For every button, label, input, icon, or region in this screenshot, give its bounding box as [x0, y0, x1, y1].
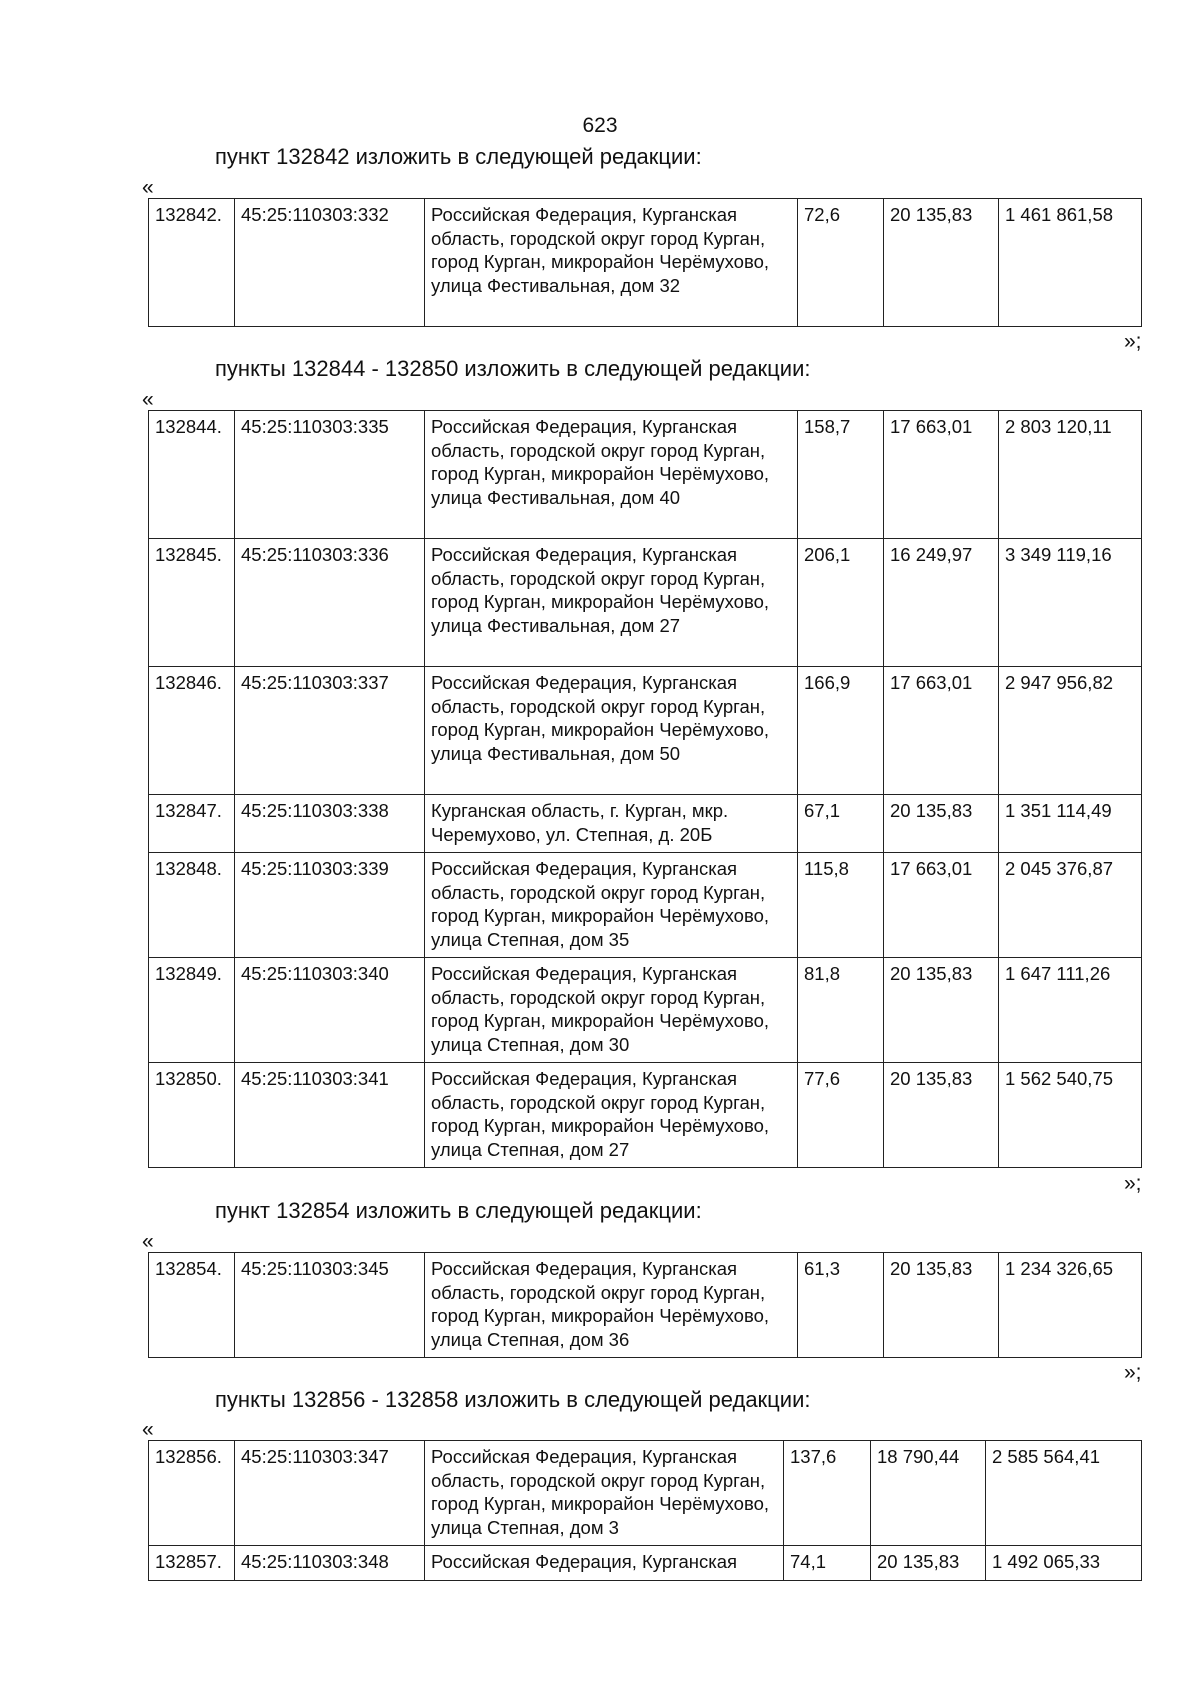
- address-cell: Российская Федерация, Курганская: [425, 1546, 784, 1581]
- value-cell: 1 492 065,33: [986, 1546, 1142, 1581]
- section-heading: пункт 132854 изложить в следующей редакции:: [215, 1198, 702, 1223]
- section-heading: пункты 132844 - 132850 изложить в следующей редакции:: [215, 356, 811, 381]
- value-cell: 1 647 111,26: [999, 958, 1142, 1063]
- value-cell: 2 947 956,82: [999, 667, 1142, 795]
- rate-cell: 20 135,83: [884, 1063, 999, 1168]
- section-heading: пункт 132842 изложить в следующей редакции:: [215, 144, 702, 169]
- rate-cell: 18 790,44: [871, 1441, 986, 1546]
- value-cell: 1 461 861,58: [999, 199, 1142, 327]
- address-cell: Российская Федерация, Курганская область, городской округ город Курган, город Курган, микрорайон Черёмухово, улица Степная, дом 36: [425, 1253, 798, 1358]
- table-row: [149, 667, 1142, 795]
- row-number-cell: 132857.: [149, 1546, 235, 1581]
- table-row: [149, 958, 1142, 1063]
- area-cell: 206,1: [798, 539, 884, 667]
- area-cell: 67,1: [798, 795, 884, 853]
- area-cell: 77,6: [798, 1063, 884, 1168]
- cadastral-number-cell: 45:25:110303:336: [235, 539, 425, 667]
- amendment-table: [148, 410, 1142, 1168]
- address-cell: Российская Федерация, Курганская область, городской округ город Курган, город Курган, микрорайон Черёмухово, улица Степная, дом 27: [425, 1063, 798, 1168]
- table-row: [149, 1253, 1142, 1358]
- amendment-table: [148, 1440, 1142, 1581]
- address-cell: Российская Федерация, Курганская область, городской округ город Курган, город Курган, микрорайон Черёмухово, улица Фестивальная, дом 40: [425, 411, 798, 539]
- rate-cell: 20 135,83: [884, 199, 999, 327]
- cadastral-number-cell: 45:25:110303:337: [235, 667, 425, 795]
- row-number-cell: 132848.: [149, 853, 235, 958]
- table-row: [149, 1441, 1142, 1546]
- table-row: [149, 199, 1142, 327]
- address-cell: Российская Федерация, Курганская область, городской округ город Курган, город Курган, микрорайон Черёмухово, улица Степная, дом 35: [425, 853, 798, 958]
- area-cell: 72,6: [798, 199, 884, 327]
- cadastral-number-cell: 45:25:110303:348: [235, 1546, 425, 1581]
- area-cell: 81,8: [798, 958, 884, 1063]
- table-row: [149, 1546, 1142, 1581]
- area-cell: 137,6: [784, 1441, 871, 1546]
- rate-cell: 20 135,83: [884, 795, 999, 853]
- table-row: [149, 853, 1142, 958]
- area-cell: 115,8: [798, 853, 884, 958]
- address-cell: Российская Федерация, Курганская область, городской округ город Курган, город Курган, микрорайон Черёмухово, улица Степная, дом 30: [425, 958, 798, 1063]
- rate-cell: 17 663,01: [884, 667, 999, 795]
- cadastral-number-cell: 45:25:110303:341: [235, 1063, 425, 1168]
- area-cell: 158,7: [798, 411, 884, 539]
- rate-cell: 20 135,83: [884, 958, 999, 1063]
- row-number-cell: 132850.: [149, 1063, 235, 1168]
- row-number-cell: 132842.: [149, 199, 235, 327]
- open-quote: «: [142, 1230, 154, 1253]
- area-cell: 74,1: [784, 1546, 871, 1581]
- address-cell: Курганская область, г. Курган, мкр. Черемухово, ул. Степная, д. 20Б: [425, 795, 798, 853]
- address-cell: Российская Федерация, Курганская область, городской округ город Курган, город Курган, микрорайон Черёмухово, улица Степная, дом 3: [425, 1441, 784, 1546]
- cadastral-number-cell: 45:25:110303:332: [235, 199, 425, 327]
- page-number: 623: [582, 114, 618, 137]
- amendment-table: [148, 198, 1142, 327]
- rate-cell: 17 663,01: [884, 411, 999, 539]
- open-quote: «: [142, 1418, 154, 1441]
- rate-cell: 16 249,97: [884, 539, 999, 667]
- cadastral-number-cell: 45:25:110303:335: [235, 411, 425, 539]
- value-cell: 1 562 540,75: [999, 1063, 1142, 1168]
- cadastral-number-cell: 45:25:110303:339: [235, 853, 425, 958]
- value-cell: 2 803 120,11: [999, 411, 1142, 539]
- row-number-cell: 132856.: [149, 1441, 235, 1546]
- address-cell: Российская Федерация, Курганская область, городской округ город Курган, город Курган, микрорайон Черёмухово, улица Фестивальная, дом 32: [425, 199, 798, 327]
- table-row: [149, 411, 1142, 539]
- value-cell: 1 234 326,65: [999, 1253, 1142, 1358]
- table-row: [149, 539, 1142, 667]
- value-cell: 2 585 564,41: [986, 1441, 1142, 1546]
- cadastral-number-cell: 45:25:110303:345: [235, 1253, 425, 1358]
- address-cell: Российская Федерация, Курганская область, городской округ город Курган, город Курган, микрорайон Черёмухово, улица Фестивальная, дом 50: [425, 667, 798, 795]
- row-number-cell: 132846.: [149, 667, 235, 795]
- row-number-cell: 132854.: [149, 1253, 235, 1358]
- close-quote: »;: [1124, 1361, 1142, 1384]
- cadastral-number-cell: 45:25:110303:340: [235, 958, 425, 1063]
- rate-cell: 20 135,83: [884, 1253, 999, 1358]
- cadastral-number-cell: 45:25:110303:338: [235, 795, 425, 853]
- address-cell: Российская Федерация, Курганская область, городской округ город Курган, город Курган, микрорайон Черёмухово, улица Фестивальная, дом 27: [425, 539, 798, 667]
- row-number-cell: 132849.: [149, 958, 235, 1063]
- close-quote: »;: [1124, 330, 1142, 353]
- close-quote: »;: [1124, 1172, 1142, 1195]
- area-cell: 61,3: [798, 1253, 884, 1358]
- amendment-table: [148, 1252, 1142, 1358]
- table-row: [149, 795, 1142, 853]
- open-quote: «: [142, 388, 154, 411]
- cadastral-number-cell: 45:25:110303:347: [235, 1441, 425, 1546]
- area-cell: 166,9: [798, 667, 884, 795]
- rate-cell: 17 663,01: [884, 853, 999, 958]
- table-row: [149, 1063, 1142, 1168]
- section-heading: пункты 132856 - 132858 изложить в следующей редакции:: [215, 1387, 811, 1412]
- row-number-cell: 132844.: [149, 411, 235, 539]
- value-cell: 2 045 376,87: [999, 853, 1142, 958]
- value-cell: 1 351 114,49: [999, 795, 1142, 853]
- row-number-cell: 132845.: [149, 539, 235, 667]
- row-number-cell: 132847.: [149, 795, 235, 853]
- value-cell: 3 349 119,16: [999, 539, 1142, 667]
- rate-cell: 20 135,83: [871, 1546, 986, 1581]
- open-quote: «: [142, 176, 154, 199]
